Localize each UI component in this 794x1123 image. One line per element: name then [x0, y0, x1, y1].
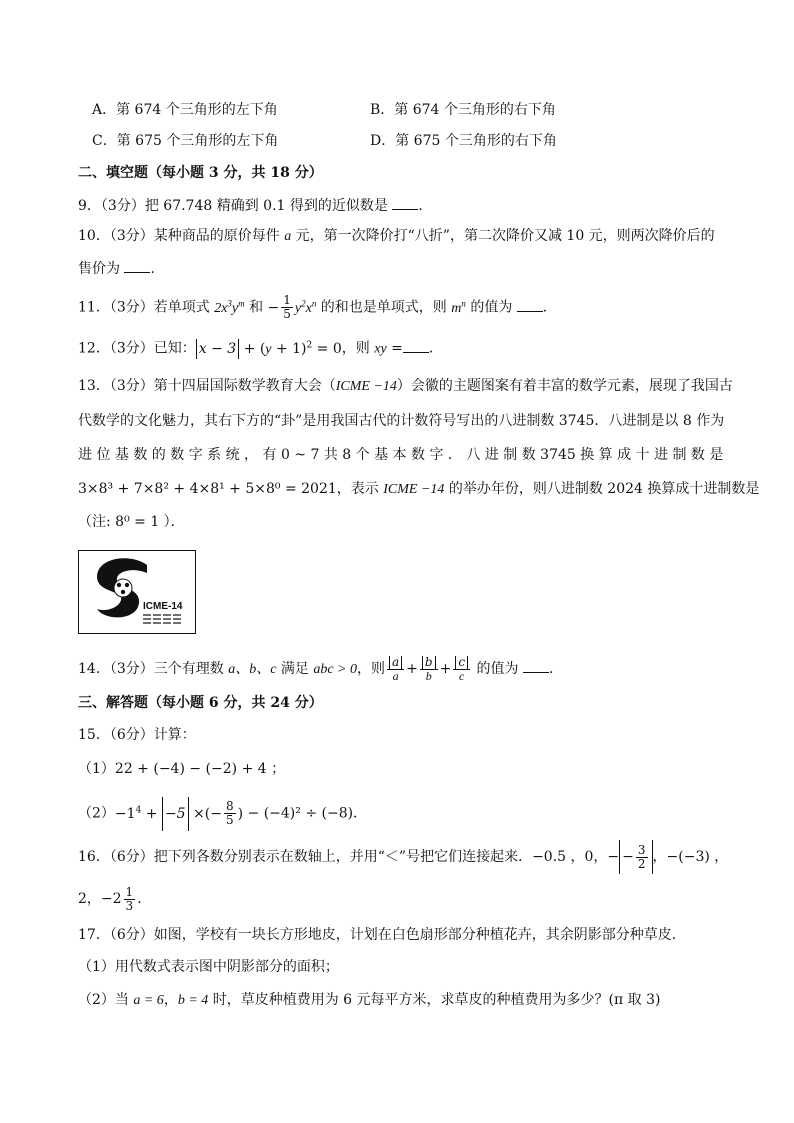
q14-condition: abc > 0	[313, 662, 357, 677]
q12-number: 12．	[78, 340, 110, 357]
q14-expression: $\frac{a}{a}$ + $\frac{b}{b}$ + $\frac{c}{c}$	[385, 661, 472, 677]
q16-f2-den: 3	[125, 898, 134, 913]
question-15-part1	[78, 759, 285, 779]
icme-logo	[78, 550, 196, 634]
q12-blank	[403, 338, 429, 353]
q11-t2: 和	[244, 299, 268, 316]
q14-blank	[523, 658, 549, 673]
icme-logo-text: ICME-14	[143, 601, 183, 612]
q13-number: 13．	[78, 378, 110, 394]
q14-t1: 三个有理数	[153, 661, 229, 677]
q11-blank	[517, 297, 543, 312]
q9-number: 9．	[78, 198, 101, 214]
q15-p2-tail: − (−4)² ÷ (−8)．	[243, 805, 368, 822]
q16-mixed-fraction	[124, 886, 136, 913]
question-13-line3: 进 位 基 数 的 数 字 系 统 ， 有 0 ~ 7 共 8 个 基 本 数 字 ． 八 进 制 数 3745 换 算 成 十 进 制 数 是	[78, 447, 724, 463]
question-17-part1: （1）用代数式表示图中阴影部分的面积；	[78, 959, 339, 975]
question-14	[78, 652, 563, 687]
q10-text-b: 元，第一次降价打“八折”，第二次降价又减 10 元，则两次降价后的	[291, 228, 715, 244]
question-10	[78, 226, 715, 247]
option-a: A．第 674 个三角形的左下角	[92, 102, 278, 118]
q15-frac-num: 8	[225, 799, 234, 814]
option-b: B．第 674 个三角形的右下角	[370, 102, 556, 118]
q9-tail: ．	[418, 198, 433, 214]
icme-logo-graphic	[79, 551, 194, 632]
q14-vars: a、b、c	[228, 662, 277, 677]
q15-frac-den: 5	[225, 813, 234, 828]
q17-number: 17．	[78, 927, 110, 943]
q16-score: （6分）	[109, 849, 154, 865]
q11-score: （3分）	[109, 299, 154, 316]
section-heading-fill: 二、填空题（每小题 3 分，共 18 分）	[78, 165, 323, 181]
q12-equation: $x - 3 + (y + 1)^2 = 0$	[196, 341, 342, 357]
q11-tail: ．	[542, 299, 557, 316]
q16-l2a: 2，−2	[78, 891, 122, 907]
q11-fraction	[281, 294, 293, 321]
q16-f2-num: 1	[125, 884, 134, 899]
q12-t2: ，则	[341, 340, 375, 357]
q12-tail: ．	[428, 340, 443, 357]
question-13-line4	[78, 479, 759, 500]
q13-l1b: ICME −14	[335, 379, 397, 394]
q14-t4: 的值为	[472, 661, 519, 677]
question-10-line2	[78, 258, 164, 279]
question-16	[78, 840, 728, 874]
q9-text: 把 67.748 精确到 0.1 得到的近似数是	[144, 198, 388, 214]
q11-t1: 若单项式	[153, 299, 215, 316]
q14-tail: ．	[548, 661, 563, 677]
q16-f1-den: 2	[637, 856, 646, 871]
q15-p1-label: （1）	[78, 761, 115, 777]
q15-number: 15．	[78, 727, 110, 743]
q14-number: 14．	[78, 661, 110, 677]
q11-frac-den: 5	[283, 307, 291, 322]
q17-p2c: ，	[163, 992, 178, 1008]
q10-line2: 售价为	[78, 261, 120, 277]
q11-monomial-1: $2x^3y^m$	[214, 298, 245, 316]
q15-title: 计算：	[153, 727, 196, 743]
q10-tail: ．	[150, 261, 165, 277]
question-9	[78, 195, 432, 216]
q13-l4d: 的举办年份，则八进制数 2024 换算成十进制数是	[444, 481, 760, 497]
q12-score: （3分）	[109, 340, 154, 357]
q12-t1: 已知：	[153, 340, 196, 357]
question-15	[78, 725, 196, 745]
q11-power: $m^n$	[451, 298, 466, 316]
q16-abs-fraction: − − $\frac{3}{2}$	[607, 849, 652, 865]
question-13-line2: 代数学的文化魅力，其右下方的“卦”是用我国古代的计数符号写出的八进制数 3745．八进制是以 8 作为	[78, 413, 725, 429]
q17-score: （6分）	[109, 927, 154, 943]
option-d: D．第 675 个三角形的右下角	[370, 133, 557, 149]
q10-score: （3分）	[109, 228, 154, 244]
question-17-part2	[78, 990, 660, 1011]
question-11	[78, 288, 557, 324]
q9-score: （3分）	[100, 198, 145, 214]
q14-t3: ，则	[357, 661, 385, 677]
q13-l4a: 3×8³ + 7×8² + 4×8¹ + 5×8⁰ = 2021	[78, 481, 337, 497]
question-15-part2	[78, 793, 367, 831]
q16-l2b: ．	[137, 891, 152, 907]
question-16-line2	[78, 882, 151, 916]
q16-t2: ，−(−3) ，	[652, 849, 729, 865]
q16-f1-num: 3	[637, 842, 646, 857]
q13-l4b: ，表示	[336, 481, 384, 497]
question-17	[78, 925, 686, 945]
q17-p2a: （2）当	[78, 992, 134, 1008]
q10-number: 10．	[78, 228, 110, 244]
q13-l1c: ）会徽的主题图案有着丰富的数学元素，展现了我国古	[396, 378, 733, 394]
q11-number: 11．	[78, 299, 110, 316]
question-13-line1	[78, 376, 733, 397]
option-c: C．第 675 个三角形的左下角	[92, 133, 279, 149]
question-13-line5: （注: 8⁰ = 1 ）．	[78, 514, 185, 530]
q11-t4: 的值为	[465, 299, 513, 316]
q11-monomial-2: − $\frac{1}{5}$ $y^2x^n$	[267, 293, 317, 322]
q17-p2b: a = 6	[133, 993, 164, 1008]
question-12: 12．（3分）已知： $x - 3 + (y + 1)^2 = 0$，则 xy = ．	[78, 335, 443, 360]
q10-var: a	[284, 229, 292, 244]
q17-text: 如图，学校有一块长方形地皮，计划在白色扇形部分种植花卉，其余阴影部分种草皮．	[153, 927, 686, 943]
q15-p2-label: （2）	[78, 805, 115, 822]
q16-number: 16．	[78, 849, 110, 865]
section-heading-solve: 三、解答题（每小题 6 分，共 24 分）	[78, 695, 323, 711]
q15-p2-expr: $-1^4 + -5$ ×(− $\frac{8}{5}$ )	[115, 806, 243, 822]
q17-p2d: b = 4	[177, 993, 209, 1008]
q14-t2: 满足	[276, 661, 314, 677]
q12-xy: xy	[374, 341, 387, 357]
q15-score: （6分）	[109, 727, 154, 743]
q15-p1: 22 + (−4) − (−2) + 4 ；	[114, 761, 286, 777]
q10-text-a: 某种商品的原价每件	[153, 228, 285, 244]
q16-text: 把下列各数分别表示在数轴上，并用“＜”号把它们连接起来．−0.5 ，0，	[153, 849, 608, 865]
q11-frac-num: 1	[283, 293, 291, 308]
q13-l1a: 第十四届国际数学教育大会（	[153, 378, 336, 394]
q13-l4c: ICME −14	[383, 482, 445, 497]
q11-t3: 的和也是单项式，则	[316, 299, 452, 316]
q13-score: （3分）	[109, 378, 154, 394]
q14-score: （3分）	[109, 661, 154, 677]
q10-blank	[124, 258, 150, 273]
q9-blank	[392, 195, 418, 210]
q17-p2e: 时，草皮种植费用为 6 元每平方米，求草皮的种植费用为多少？(π 取 3)	[208, 992, 661, 1008]
